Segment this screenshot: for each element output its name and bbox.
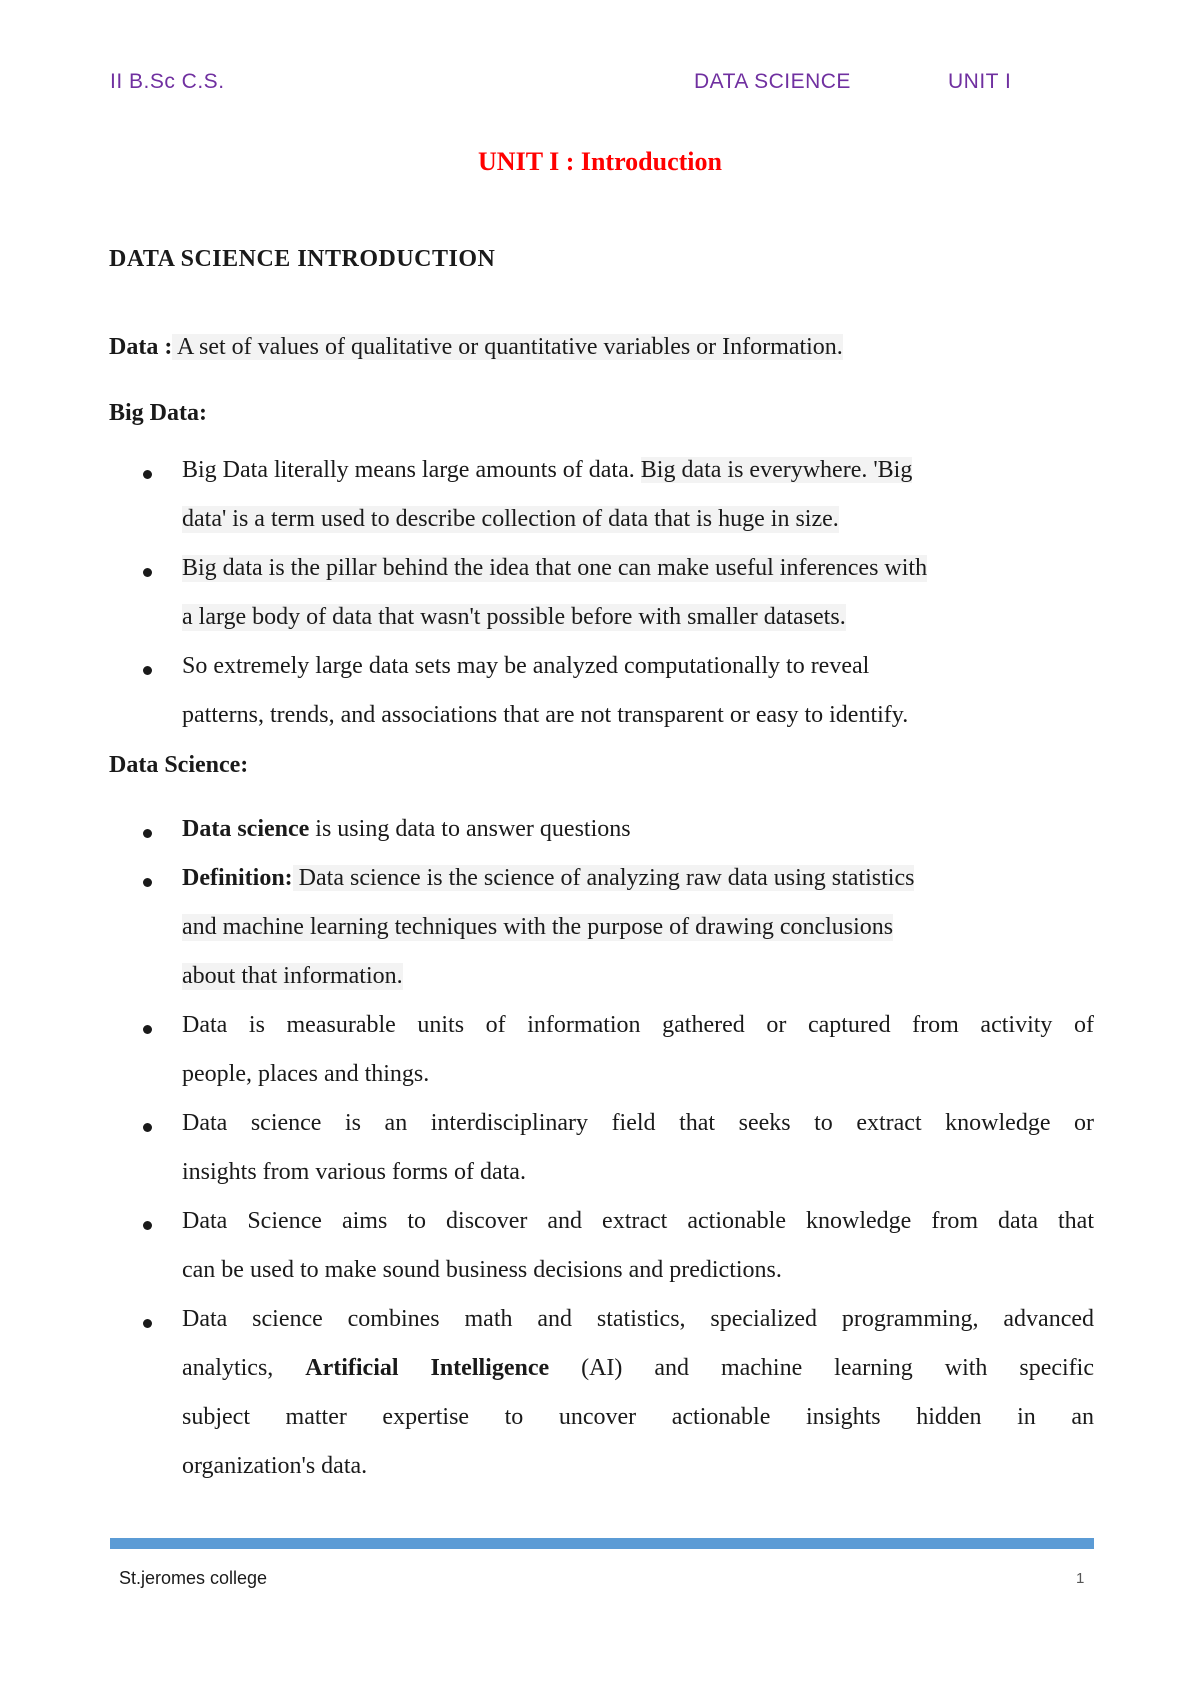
bullet-text-highlight: Big data is everywhere. 'Big	[640, 457, 913, 483]
bullet-line: Data science combines math and statistics, specialized programming, advanced	[182, 1306, 1094, 1332]
bullet-line: about that information.	[182, 963, 403, 989]
bullet-line: Big data is the pillar behind the idea that one can make useful inferences with	[182, 555, 928, 581]
bullet-line: Data science is an interdisciplinary field that seeks to extract knowledge or	[182, 1110, 1094, 1136]
bullet-icon	[143, 470, 152, 479]
bullet-text: (AI) and machine learning with specific	[549, 1355, 1094, 1381]
footer-college: St.jeromes college	[119, 1568, 268, 1588]
bullet-icon	[143, 1025, 152, 1034]
bullet-icon	[143, 829, 152, 838]
bullet-text: is using data to answer questions	[309, 816, 631, 842]
bullet-line	[182, 865, 914, 892]
bullet-text-highlight: Data science is the science of analyzing raw data using statistics	[292, 865, 915, 891]
unit-title: UNIT I : Introduction	[478, 147, 722, 176]
section-heading: DATA SCIENCE INTRODUCTION	[109, 246, 496, 272]
bullet-line	[182, 1355, 1094, 1382]
bullet-icon	[143, 878, 152, 887]
header-subject: DATA SCIENCE	[694, 70, 851, 93]
bullet-icon	[143, 1221, 152, 1230]
bullet-line: Data Science aims to discover and extract actionable knowledge from data that	[182, 1208, 1094, 1234]
data-term: Data :	[109, 334, 173, 360]
data-definition	[109, 334, 843, 361]
bullet-icon	[143, 666, 152, 675]
bullet-line: patterns, trends, and associations that are not transparent or easy to identify.	[182, 702, 909, 728]
bullet-line: Data is measurable units of information gathered or captured from activity of	[182, 1012, 1094, 1038]
bullet-icon	[143, 1123, 152, 1132]
big-data-heading: Big Data:	[109, 400, 207, 426]
bullet-line: a large body of data that wasn't possible before with smaller datasets.	[182, 604, 846, 630]
bold-term: Data science	[182, 816, 310, 842]
data-science-heading: Data Science:	[109, 752, 249, 778]
header-course: II B.Sc C.S.	[110, 70, 225, 93]
bullet-line: people, places and things.	[182, 1061, 430, 1087]
bold-term: Artificial Intelligence	[305, 1355, 550, 1381]
bullet-line: insights from various forms of data.	[182, 1159, 526, 1185]
bullet-text: Big Data literally means large amounts of data.	[182, 457, 641, 483]
footer-rule	[110, 1538, 1094, 1549]
header-unit: UNIT I	[948, 70, 1012, 93]
bullet-line	[182, 457, 912, 484]
page-number: 1	[1076, 1570, 1085, 1587]
bold-term: Definition:	[182, 865, 293, 891]
bullet-line: subject matter expertise to uncover actionable insights hidden in an	[182, 1404, 1094, 1430]
bullet-line: can be used to make sound business decisions and predictions.	[182, 1257, 782, 1283]
bullet-line: organization's data.	[182, 1453, 368, 1479]
data-definition-text: A set of values of qualitative or quantitative variables or Information.	[172, 334, 843, 360]
bullet-line: data' is a term used to describe collection of data that is huge in size.	[182, 506, 839, 532]
bullet-line	[182, 816, 631, 843]
bullet-text: analytics,	[182, 1355, 306, 1381]
bullet-icon	[143, 1319, 152, 1328]
bullet-icon	[143, 568, 152, 577]
bullet-line: So extremely large data sets may be analyzed computationally to reveal	[182, 653, 870, 679]
bullet-line: and machine learning techniques with the purpose of drawing conclusions	[182, 914, 894, 940]
